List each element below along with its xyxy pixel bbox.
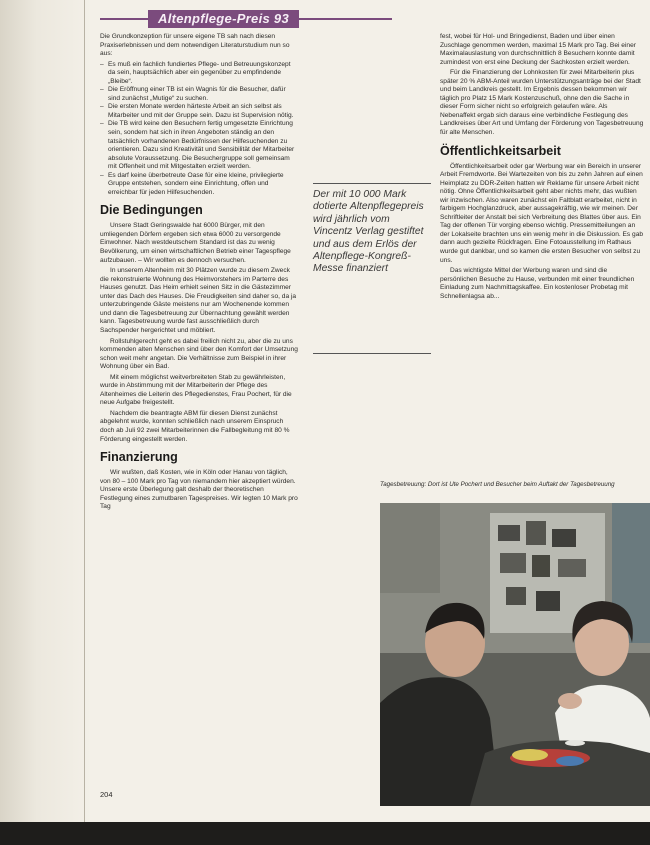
heading-oeffentlichkeitsarbeit: Öffentlichkeitsarbeit xyxy=(440,143,561,158)
pull-quote: Der mit 10 000 Mark dotierte Altenpflegepreis wird jährlich vom Vincentz Verlag gestiftet und aus dem Erlös der Altenpflege-Kongreß-Messe finanziert xyxy=(313,183,431,354)
body-paragraph: Für die Finanzierung der Lohnkosten für zwei Mitarbeiterin plus später 20 % ABM-Anteil wurden Unterstützungsanträge bei der Stadt und beim Landkreis gestellt. Im Ergebnis dessen bekommen wir täglich pro Platz 15 Mark Kostenzuschuß, ohne den die Sache in dieser Form sicher nicht so erfolgreich gelaufen wäre. Als Nebenaffekt ergab sich daraus eine verbindliche Festlegung des Landkreises über Art und Umfang der Förderung von Tagesbetreuung für alte Menschen. xyxy=(440,69,644,137)
body-paragraph: Wir wußten, daß Kosten, wie in Köln oder Hanau von täglich, von 80 – 100 Mark pro Tag von niemandem hier akzeptiert würden. Unsere erste Überlegung galt deshalb der theoretischen Festlegung eines zumutbaren Tagespreises. Wir legten 10 Mark pro Tag xyxy=(100,469,298,511)
body-paragraph: Unsere Stadt Geringswalde hat 6000 Bürger, mit den umliegenden Dörfern ergeben sich etwa 6000 zu versorgende Einwohner. Nach westdeutschem Standard ist das zu wenig Bevölkerung, um einen wirtschaftlichen Betrieb einer Tagespflege aufzubauen. – Wir wollten es dennoch versuchen. xyxy=(100,222,291,264)
body-paragraph: Mit einem möglichst weitverbreiteten Stab zu gewährleisten, wurde in Abstimmung mit der Mitarbeiterin der Pflege des Altenheimes die Leiterin des Pflegedienstes, Frau Pochert, für die neue Aufgabe freigestellt. xyxy=(100,373,292,407)
right-column xyxy=(440,33,644,303)
concept-item: – Die ersten Monate werden härteste Arbeit an sich selbst als Mitarbeiter und mit der Gruppe sein. Dazu ist Supervision nötig. xyxy=(100,103,298,120)
concept-item: – Die TB wird keine den Besuchern fertig umgesetzte Einrichtung sein, sondern hat sich in ihren Angeboten ständig an den tatsächlich vorhandenen Bedürfnissen der Hilfesuchenden zu orientieren. Dazu sind Kreativität und Sensibilität der Mitarbeiter absolute Voraussetzung. Die Besuchergruppe soll gemeinsam mit Offenheit und mit Mitgestalten erzielt werden. xyxy=(100,120,298,171)
section-header: Altenpflege-Preis 93 xyxy=(148,10,299,28)
body-paragraph: In unserem Altenheim mit 30 Plätzen wurde zu diesem Zweck die rekonstruierte Wohnung des Heimvorstehers im Parterre des Hauses genutzt. Das Heim erhielt seinen Sitz in die Gästezimmer unter das Dach des Hauses. Die Freudigkeiten sind daher so, da ja unterzubringende Gäste meistens nur am Wochenende kommen und dann die Tagesbetreuung zur Übernachtung gewählt werden kann. Tagesbetreuung wurde fast ausschließlich durch Sachspender hergerichtet und möbliert. xyxy=(100,267,297,334)
photo-two-people-at-table xyxy=(380,503,650,806)
body-paragraph: Öffentlichkeitsarbeit oder gar Werbung war ein Bereich in unserer Arbeit Fremdworte. Bei Wartezeiten von bis zu zehn Jahren auf einen Heimplatz zu DDR-Zeiten hatten wir Reklame für unsere Arbeit nicht nötig. Ohne Öffentlichkeitsarbeit geht aber nichts mehr, das wußten wir inzwischen. Also waren zunächst ein Faltblatt erarbeitet, nicht in farbigem Hochglanzdruck, aber aussagekräftig, wie wir meinen. Der Schriftleiter der Anstalt bei sich Verbreitung des Blattes über aus. Ein Tag der offenen Tür vorging ebenso wichtig. Pressemitteilungen an der Lokalseite brachten uns ein wenig mehr in die Diskussion. Es gab dann auch gezielte Rückfragen. Eine Fotoausstellung im Rathaus wurde gut dankbar, und so kamen die ersten Besucher von selbst zu uns. xyxy=(440,162,644,264)
photo-caption: Tagesbetreuung: Dort ist Ute Pochert und Besucher beim Auftakt der Tagesbetreuung xyxy=(380,481,615,488)
body-paragraph: Das wichtigste Mittel der Werbung waren und sind die persönlichen Besuche zu Hause, verbunden mit einer freundlichen Einladung zum Nachmittagskaffee. Ein kostenloser Probetag mit Schnellenlagsa ab... xyxy=(440,267,635,300)
concept-list xyxy=(100,61,298,198)
heading-bedingungen: Die Bedingungen xyxy=(100,203,203,218)
left-column xyxy=(100,33,298,514)
gutter-line xyxy=(84,0,85,822)
body-paragraph: fest, wobei für Hol- und Bringedienst, Baden und über einen Zuschlage genommen werden, maximal 15 Mark pro Tag. Bei einer Maximalauslastung von durchschnittlich 8 Besuchern konnte damit zumindest von erst eine Deckung der Sachkosten erzielt werden. xyxy=(440,33,636,66)
concept-item: – Es muß ein fachlich fundiertes Pflege- und Betreuungskonzept da sein, hauptsächlich aber ein gegenüber zu empfindende „Bleibe“. xyxy=(100,61,298,87)
intro-paragraph: Die Grundkonzeption für unsere eigene TB sah nach diesen Praxiserlebnissen und dem notwendigen Literaturstudium nun so aus: xyxy=(100,33,290,58)
page-number: 204 xyxy=(100,790,113,799)
heading-finanzierung: Finanzierung xyxy=(100,450,178,465)
photo-illustration xyxy=(380,503,650,806)
body-paragraph: Rollstuhlgerecht geht es dabei freilich nicht zu, aber die zu uns kommenden alten Menschen sind über den Komfort der Umsetzung schon weit mehr angetan. Die Verhältnisse zum Beispiel in ihrer Wohnung über ein Bad. xyxy=(100,337,298,371)
body-paragraph: Nachdem die beantragte ABM für diesen Dienst zunächst abgelehnt wurde, konnten schließlich nach unserem Einspruch doch ab Juli 92 zwei Mitarbeiterinnen die Fallbegleitung mit 80 % Förderung eingestellt werden. xyxy=(100,409,290,443)
concept-item: – Es darf keine überbetreute Oase für eine kleine, privilegierte Gruppe entstehen, sondern eine Einrichtung, offen und erreichbar für jeden Hilfesuchenden. xyxy=(100,172,298,198)
concept-item: – Die Eröffnung einer TB ist ein Wagnis für die Besucher, dafür sind zunächst „Mutige“ zu suchen. xyxy=(100,86,298,103)
book-spine-shadow xyxy=(0,0,92,822)
